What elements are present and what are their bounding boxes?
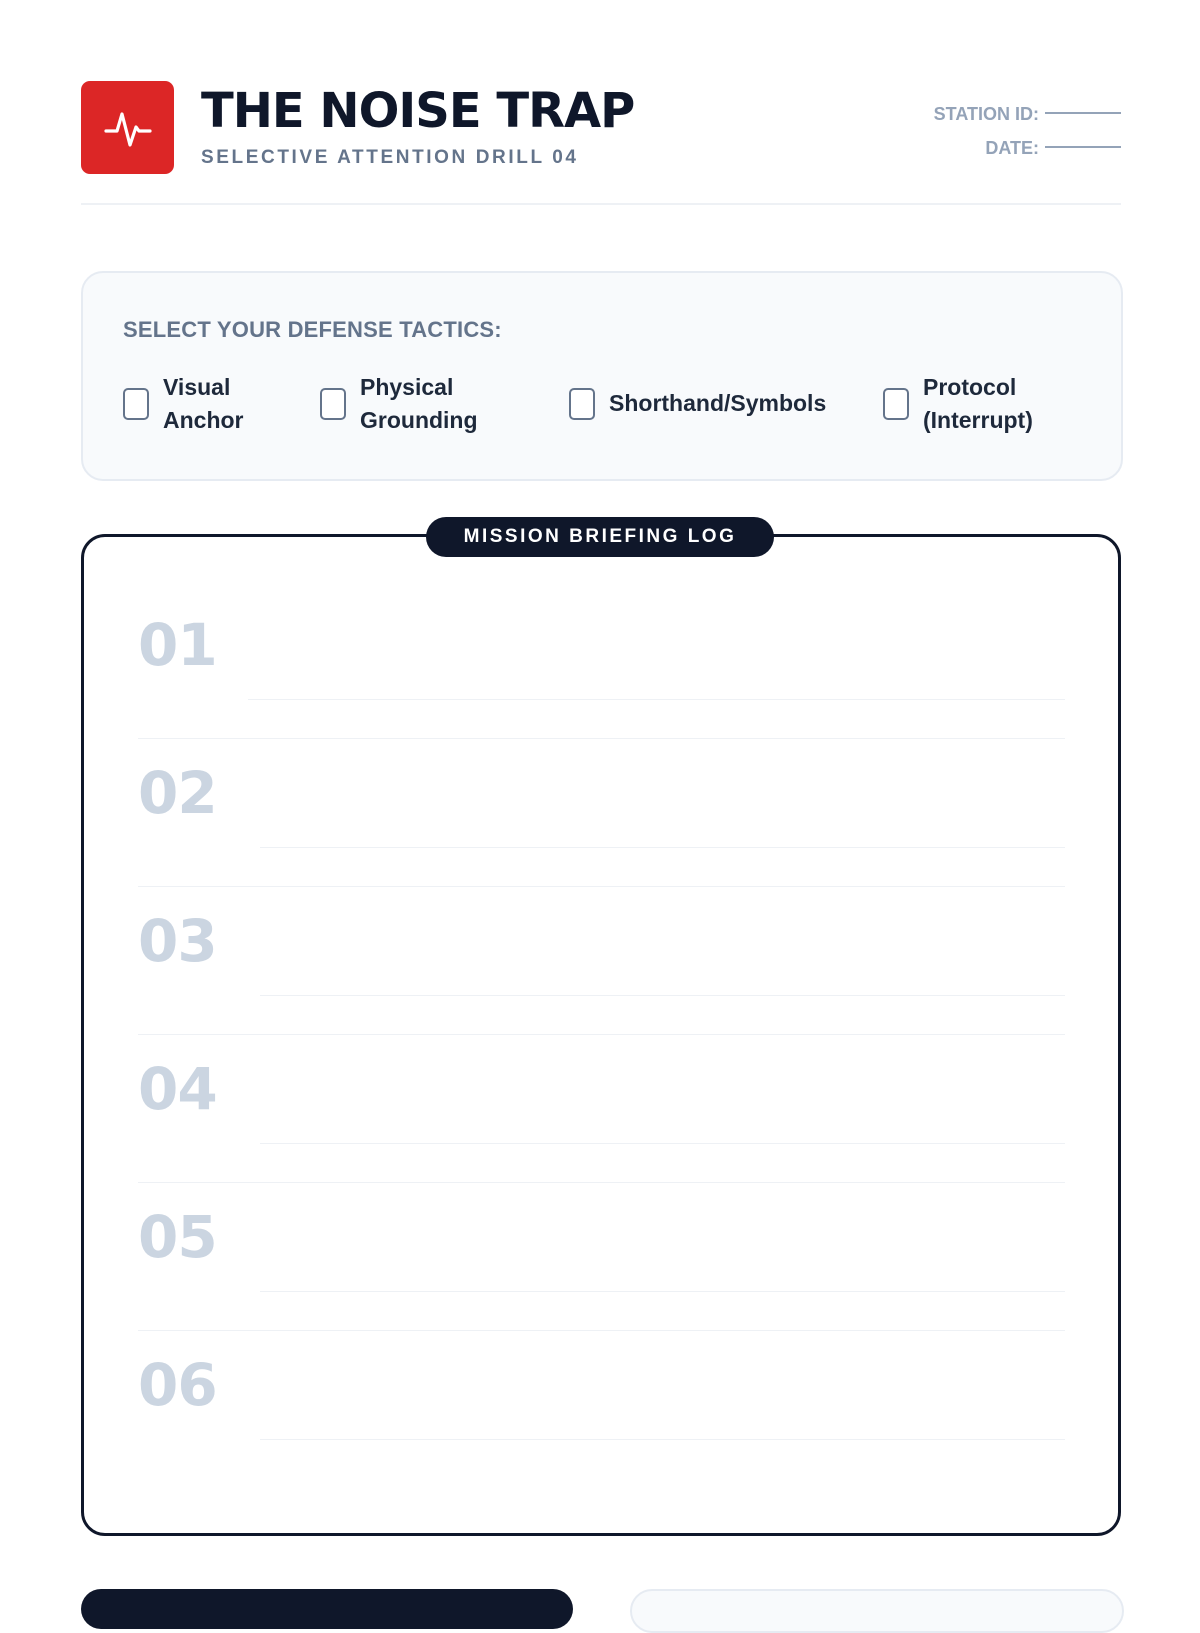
row-number: 05 [138,1203,217,1271]
log-row [138,886,1065,1035]
station-id-blank[interactable] [1045,112,1121,114]
date-blank[interactable] [1045,146,1121,148]
log-title-badge: MISSION BRIEFING LOG [426,517,774,557]
log-row [138,1330,1065,1478]
checkbox[interactable] [320,388,346,420]
date-label: DATE: [985,138,1039,158]
tactic-label: Shorthand/Symbols [609,390,827,416]
tactic-option-protocol-interrupt[interactable] [883,371,1033,437]
tactic-option-shorthand-symbols[interactable] [569,387,826,420]
write-line[interactable] [248,699,1065,700]
station-id-field[interactable] [934,97,1121,131]
checkbox[interactable] [569,388,595,420]
worksheet-header [81,81,1121,205]
tactic-label: Visual Anchor [163,374,244,433]
write-line[interactable] [260,995,1065,996]
date-field[interactable] [934,131,1121,165]
tactic-label: Physical Grounding [360,374,478,433]
row-number: 03 [138,907,217,975]
tactic-option-visual-anchor[interactable] [123,371,244,437]
write-line[interactable] [260,847,1065,848]
log-row [138,1182,1065,1331]
defense-tactics-panel [81,271,1123,481]
write-line[interactable] [260,1143,1065,1144]
footer-dark-panel [81,1589,573,1629]
log-row [138,1034,1065,1183]
row-number: 02 [138,759,217,827]
footer-light-panel [630,1589,1124,1633]
page-title: THE NOISE TRAP [201,83,635,139]
row-number: 01 [138,611,217,679]
row-number: 04 [138,1055,217,1123]
write-line[interactable] [260,1291,1065,1292]
checkbox[interactable] [123,388,149,420]
log-row [138,590,1065,739]
tactic-option-physical-grounding[interactable] [320,371,478,437]
log-row [138,738,1065,887]
tactic-label: Protocol (Interrupt) [923,374,1033,433]
pulse-icon [102,102,154,154]
tactics-heading: SELECT YOUR DEFENSE TACTICS: [123,317,502,342]
page-subtitle: SELECTIVE ATTENTION DRILL 04 [201,147,579,168]
write-line[interactable] [260,1439,1065,1440]
checkbox[interactable] [883,388,909,420]
pulse-logo [81,81,174,174]
station-id-label: STATION ID: [933,104,1039,124]
row-number: 06 [138,1351,217,1419]
meta-fields [934,97,1121,165]
